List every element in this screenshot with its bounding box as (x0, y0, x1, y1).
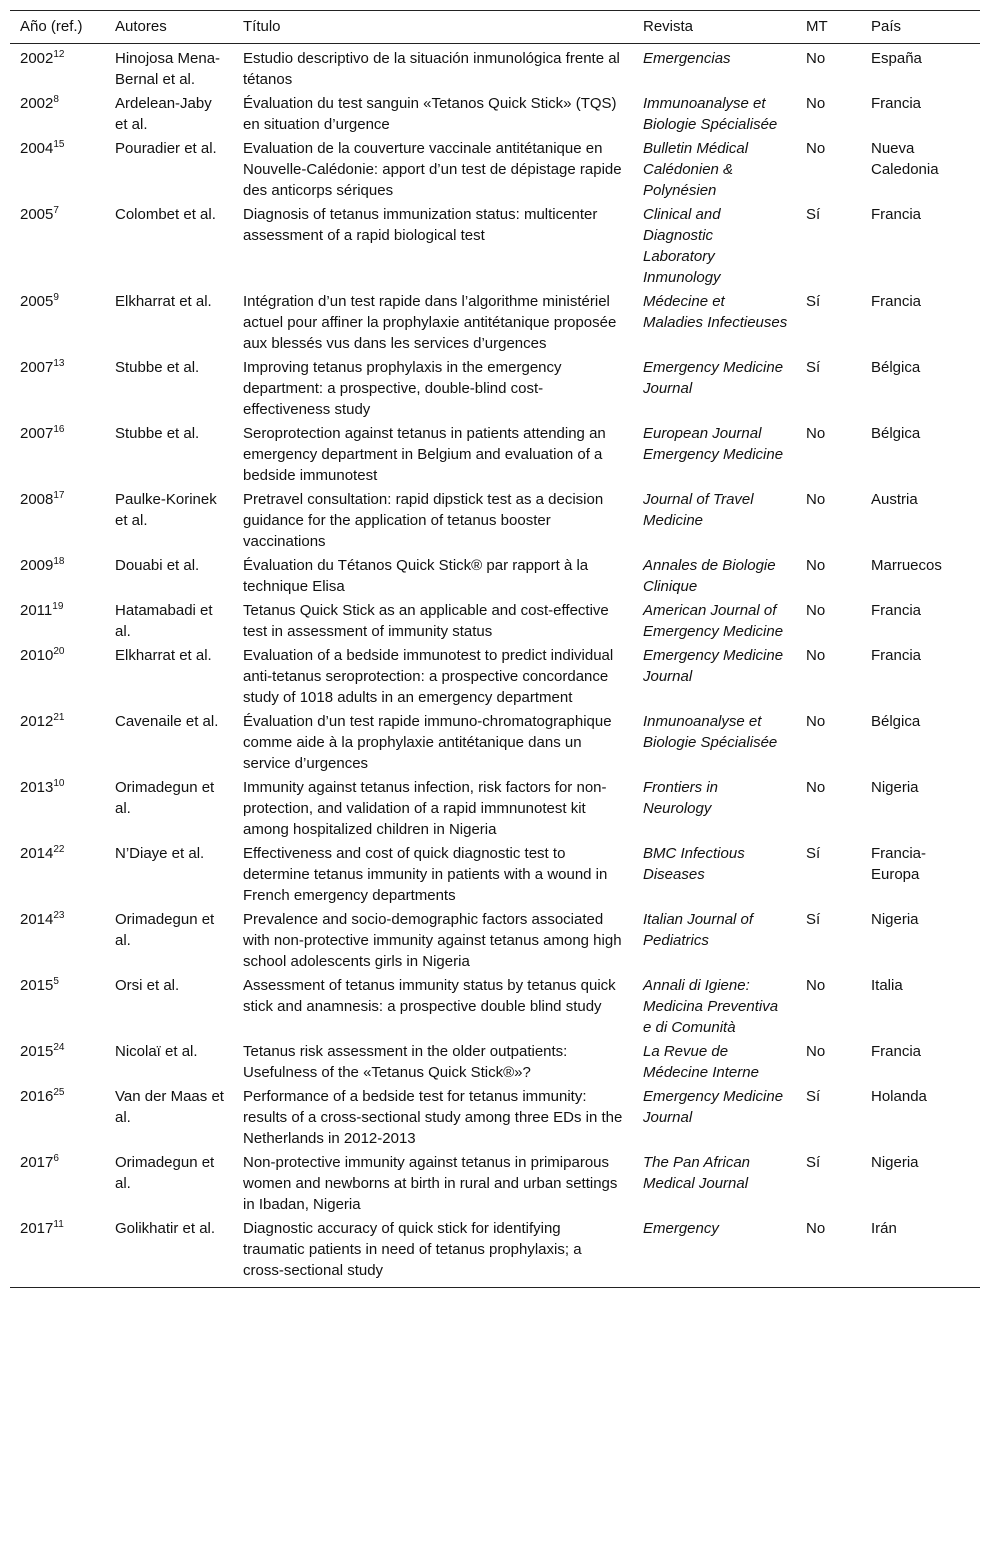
year-cell (10, 598, 105, 643)
authors-cell: Hinojosa Mena-Bernal et al. (115, 50, 221, 88)
reference-number: 16 (53, 424, 65, 435)
reference-number: 5 (53, 976, 59, 987)
reference-number: 10 (53, 778, 65, 789)
journal-cell: Annales de Biologie Clinique (643, 557, 776, 595)
reference-number: 18 (53, 556, 65, 567)
year-value: 2015 (20, 1043, 54, 1060)
title-cell: Improving tetanus prophylaxis in the emergency department: a prospective, double-blind cost-effectiveness study (243, 359, 562, 418)
journal-cell: American Journal of Emergency Medicine (643, 602, 784, 640)
country-cell: Marruecos (871, 557, 942, 574)
table-header (10, 11, 980, 44)
year-value: 2002 (20, 95, 54, 112)
year-cell (10, 643, 105, 709)
table-row (10, 1216, 980, 1288)
reference-number: 20 (53, 646, 65, 657)
country-cell: Francia-Europa (871, 845, 927, 883)
title-cell: Intégration d’un test rapide dans l’algorithme ministériel actuel pour affiner la prophylaxie antitétanique proposée aux blessés vus dans les services d’urgences (243, 293, 617, 352)
header-journal: Revista (633, 11, 796, 44)
year-value: 2011 (20, 602, 53, 619)
reference-number: 9 (53, 292, 59, 303)
header-row (10, 11, 980, 44)
authors-cell: Ardelean-Jaby et al. (115, 95, 212, 133)
year-value: 2009 (20, 557, 54, 574)
year-value: 2014 (20, 911, 54, 928)
mt-cell: No (806, 425, 826, 442)
year-cell (10, 136, 105, 202)
reference-number: 11 (53, 1219, 64, 1230)
country-cell: Nigeria (871, 779, 919, 796)
header-year: Año (ref.) (10, 11, 105, 44)
mt-cell: Sí (806, 293, 821, 310)
table-row (10, 709, 980, 775)
authors-cell: Golikhatir et al. (115, 1220, 216, 1237)
journal-cell: Emergencias (643, 50, 731, 67)
authors-cell: Hatamabadi et al. (115, 602, 213, 640)
authors-cell: Elkharrat et al. (115, 293, 212, 310)
mt-cell: No (806, 95, 826, 112)
journal-cell: Immunoanalyse et Biologie Spécialisée (643, 95, 778, 133)
journal-cell: Clinical and Diagnostic Laboratory Inmunology (643, 206, 721, 286)
header-country: País (861, 11, 980, 44)
table-body (10, 44, 980, 1288)
country-cell: Italia (871, 977, 903, 994)
journal-cell: Emergency Medicine Journal (643, 359, 784, 397)
journal-cell: Journal of Travel Medicine (643, 491, 754, 529)
year-cell (10, 775, 105, 841)
year-value: 2004 (20, 140, 54, 157)
reference-number: 25 (53, 1087, 65, 1098)
reference-number: 8 (53, 94, 59, 105)
title-cell: Seroprotection against tetanus in patients attending an emergency department in Belgium and evaluation of a bedside immunotest (243, 425, 606, 484)
journal-cell: Médecine et Maladies Infectieuses (643, 293, 788, 331)
mt-cell: No (806, 1220, 826, 1237)
reference-number: 24 (53, 1042, 65, 1053)
year-value: 2017 (20, 1154, 54, 1171)
journal-cell: Inmunoanalyse et Biologie Spécialisée (643, 713, 778, 751)
mt-cell: Sí (806, 1154, 821, 1171)
reference-number: 7 (53, 205, 59, 216)
reference-number: 23 (53, 910, 65, 921)
title-cell: Performance of a bedside test for tetanus immunity: results of a cross-sectional study among three EDs in the Netherlands in 2012-2013 (243, 1088, 623, 1147)
reference-number: 17 (53, 490, 65, 501)
authors-cell: Orsi et al. (115, 977, 180, 994)
title-cell: Prevalence and socio-demographic factors associated with non-protective immunity against tetanus among high school adolescents girls in Nigeria (243, 911, 622, 970)
authors-cell: Orimadegun et al. (115, 911, 215, 949)
table-row (10, 1039, 980, 1084)
mt-cell: Sí (806, 845, 821, 862)
mt-cell: No (806, 779, 826, 796)
title-cell: Immunity against tetanus infection, risk factors for non-protection, and validation of a rapid immnunotest kit among hospitalized children in Nigeria (243, 779, 607, 838)
country-cell: Bélgica (871, 359, 921, 376)
year-value: 2016 (20, 1088, 54, 1105)
journal-cell: Frontiers in Neurology (643, 779, 719, 817)
year-cell (10, 907, 105, 973)
header-mt: MT (796, 11, 861, 44)
title-cell: Évaluation du test sanguin «Tetanos Quick Stick» (TQS) en situation d’urgence (243, 95, 617, 133)
reference-number: 21 (53, 712, 65, 723)
mt-cell: No (806, 1043, 826, 1060)
mt-cell: No (806, 713, 826, 730)
mt-cell: No (806, 647, 826, 664)
table-row (10, 1150, 980, 1216)
authors-cell: Stubbe et al. (115, 359, 200, 376)
title-cell: Tetanus risk assessment in the older outpatients: Usefulness of the «Tetanus Quick Stick®»? (243, 1043, 568, 1081)
country-cell: Austria (871, 491, 918, 508)
year-value: 2005 (20, 206, 54, 223)
year-value: 2002 (20, 50, 54, 67)
reference-number: 13 (53, 358, 65, 369)
country-cell: Bélgica (871, 425, 921, 442)
table-row (10, 44, 980, 92)
title-cell: Non-protective immunity against tetanus in primiparous women and newborns at birth in rural and urban settings in Ibadan, Nigeria (243, 1154, 618, 1213)
authors-cell: Colombet et al. (115, 206, 216, 223)
authors-cell: Douabi et al. (115, 557, 200, 574)
year-value: 2010 (20, 647, 54, 664)
table-row (10, 202, 980, 289)
authors-cell: Stubbe et al. (115, 425, 200, 442)
authors-cell: Pouradier et al. (115, 140, 217, 157)
year-value: 2013 (20, 779, 54, 796)
title-cell: Evaluation of a bedside immunotest to predict individual anti-tetanus seroprotection: a prospective concordance study of 1018 adults in an emergency department (243, 647, 614, 706)
title-cell: Assessment of tetanus immunity status by tetanus quick stick and anamnesis: a prospective double blind study (243, 977, 616, 1015)
year-value: 2007 (20, 425, 54, 442)
mt-cell: No (806, 140, 826, 157)
authors-cell: N’Diaye et al. (115, 845, 205, 862)
year-cell (10, 355, 105, 421)
reference-number: 15 (53, 139, 65, 150)
journal-cell: Bulletin Médical Calédonien & Polynésien (643, 140, 749, 199)
table-row (10, 643, 980, 709)
reference-number: 19 (52, 601, 64, 612)
journal-cell: Emergency Medicine Journal (643, 1088, 784, 1126)
header-authors: Autores (105, 11, 233, 44)
country-cell: Francia (871, 95, 922, 112)
authors-cell: Orimadegun et al. (115, 1154, 215, 1192)
table-row (10, 355, 980, 421)
table-row (10, 598, 980, 643)
table-row (10, 775, 980, 841)
country-cell: Francia (871, 1043, 922, 1060)
authors-cell: Van der Maas et al. (115, 1088, 224, 1126)
country-cell: Francia (871, 293, 922, 310)
journal-cell: Italian Journal of Pediatrics (643, 911, 754, 949)
journal-cell: The Pan African Medical Journal (643, 1154, 750, 1192)
header-title: Título (233, 11, 633, 44)
reference-number: 12 (53, 49, 65, 60)
journal-cell: Emergency Medicine Journal (643, 647, 784, 685)
table-row (10, 289, 980, 355)
title-cell: Évaluation du Tétanos Quick Stick® par rapport à la technique Elisa (243, 557, 589, 595)
year-cell (10, 487, 105, 553)
year-value: 2008 (20, 491, 54, 508)
table-row (10, 841, 980, 907)
table-row (10, 136, 980, 202)
year-cell (10, 44, 105, 92)
table-row (10, 91, 980, 136)
country-cell: Francia (871, 647, 922, 664)
table-row (10, 421, 980, 487)
year-cell (10, 709, 105, 775)
country-cell: Bélgica (871, 713, 921, 730)
country-cell: Nueva Caledonia (871, 140, 939, 178)
journal-cell: La Revue de Médecine Interne (643, 1043, 759, 1081)
authors-cell: Elkharrat et al. (115, 647, 212, 664)
journal-cell: Emergency (643, 1220, 719, 1237)
authors-cell: Cavenaile et al. (115, 713, 219, 730)
year-value: 2012 (20, 713, 54, 730)
table-row (10, 1084, 980, 1150)
year-cell (10, 1150, 105, 1216)
country-cell: Francia (871, 602, 922, 619)
country-cell: Irán (871, 1220, 897, 1237)
title-cell: Pretravel consultation: rapid dipstick test as a decision guidance for the application of tetanus booster vaccinations (243, 491, 604, 550)
year-cell (10, 421, 105, 487)
year-cell (10, 91, 105, 136)
year-cell (10, 841, 105, 907)
year-value: 2005 (20, 293, 54, 310)
title-cell: Diagnostic accuracy of quick stick for identifying traumatic patients in need of tetanus prophylaxis; a cross-sectional study (243, 1220, 582, 1279)
table-row (10, 907, 980, 973)
authors-cell: Orimadegun et al. (115, 779, 215, 817)
mt-cell: No (806, 50, 826, 67)
studies-table (10, 10, 980, 1288)
year-cell (10, 973, 105, 1039)
country-cell: Nigeria (871, 1154, 919, 1171)
title-cell: Diagnosis of tetanus immunization status: multicenter assessment of a rapid biological test (243, 206, 598, 244)
journal-cell: European Journal Emergency Medicine (643, 425, 784, 463)
year-cell (10, 553, 105, 598)
authors-cell: Nicolaï et al. (115, 1043, 198, 1060)
year-cell (10, 1084, 105, 1150)
mt-cell: Sí (806, 911, 821, 928)
mt-cell: No (806, 602, 826, 619)
mt-cell: Sí (806, 1088, 821, 1105)
year-cell (10, 1039, 105, 1084)
country-cell: Francia (871, 206, 922, 223)
country-cell: España (871, 50, 922, 67)
reference-number: 22 (53, 844, 65, 855)
journal-cell: BMC Infectious Diseases (643, 845, 745, 883)
country-cell: Nigeria (871, 911, 919, 928)
table-row (10, 553, 980, 598)
year-cell (10, 202, 105, 289)
mt-cell: Sí (806, 206, 821, 223)
mt-cell: No (806, 491, 826, 508)
title-cell: Tetanus Quick Stick as an applicable and cost-effective test in assessment of immunity status (243, 602, 609, 640)
mt-cell: No (806, 557, 826, 574)
journal-cell: Annali di Igiene: Medicina Preventiva e di Comunità (643, 977, 779, 1036)
year-value: 2014 (20, 845, 54, 862)
title-cell: Effectiveness and cost of quick diagnostic test to determine tetanus immunity in patients with a wound in French emergency departments (243, 845, 608, 904)
year-cell (10, 1216, 105, 1288)
reference-number: 6 (53, 1153, 59, 1164)
table-row (10, 973, 980, 1039)
title-cell: Estudio descriptivo de la situación inmunológica frente al tétanos (243, 50, 620, 88)
year-cell (10, 289, 105, 355)
country-cell: Holanda (871, 1088, 927, 1105)
year-value: 2015 (20, 977, 54, 994)
year-value: 2007 (20, 359, 54, 376)
mt-cell: Sí (806, 359, 821, 376)
authors-cell: Paulke-Korinek et al. (115, 491, 217, 529)
title-cell: Évaluation d’un test rapide immuno-chromatographique comme aide à la prophylaxie antitétanique dans un service d’urgences (243, 713, 612, 772)
table-row (10, 487, 980, 553)
year-value: 2017 (20, 1220, 54, 1237)
title-cell: Evaluation de la couverture vaccinale antitétanique en Nouvelle-Calédonie: apport d’un test de dépistage rapide des anticorps sériques (243, 140, 622, 199)
mt-cell: No (806, 977, 826, 994)
